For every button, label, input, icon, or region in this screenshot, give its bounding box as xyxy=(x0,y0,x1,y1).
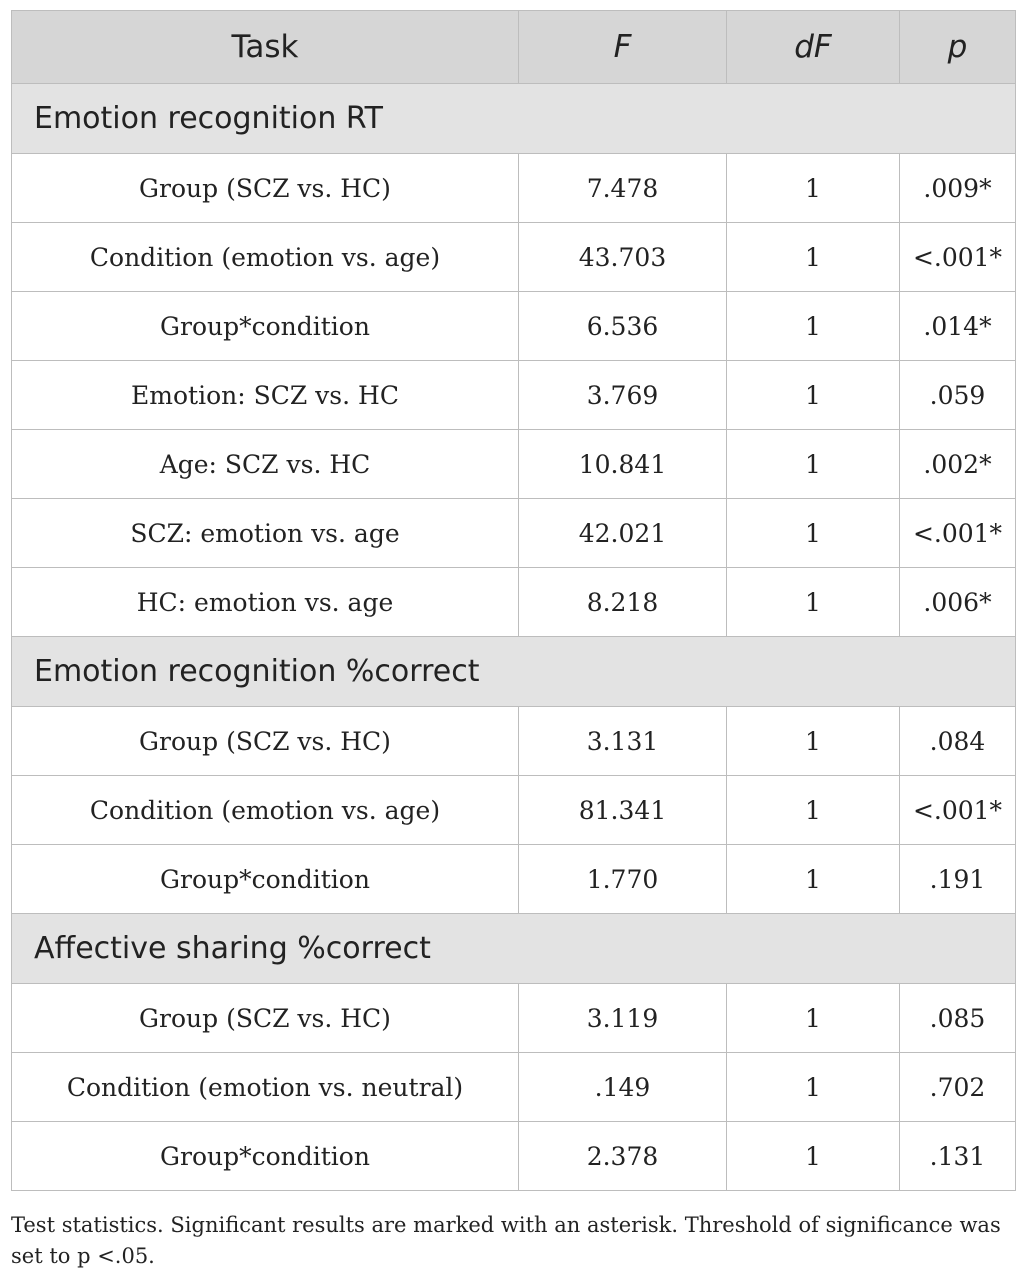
cell-f: 3.769 xyxy=(519,361,727,430)
cell-task: Group*condition xyxy=(12,845,519,914)
table-row xyxy=(12,499,1016,568)
cell-p: .006* xyxy=(900,568,1016,637)
cell-df: 1 xyxy=(727,154,900,223)
cell-f: 6.536 xyxy=(519,292,727,361)
header-f: F xyxy=(519,11,727,84)
cell-p: .131 xyxy=(900,1122,1016,1191)
cell-p: .084 xyxy=(900,707,1016,776)
table-footnote: Test statistics. Significant results are marked with an asterisk. Threshold of significance was set to p <.05. xyxy=(11,1213,1001,1268)
cell-df: 1 xyxy=(727,430,900,499)
cell-df: 1 xyxy=(727,845,900,914)
table-row xyxy=(12,361,1016,430)
cell-f: 8.218 xyxy=(519,568,727,637)
table-header-row xyxy=(12,11,1016,84)
cell-p: .085 xyxy=(900,984,1016,1053)
cell-p: <.001* xyxy=(900,776,1016,845)
header-df: dF xyxy=(727,11,900,84)
table-row xyxy=(12,984,1016,1053)
cell-f: 3.119 xyxy=(519,984,727,1053)
cell-task: Group*condition xyxy=(12,1122,519,1191)
cell-task: Condition (emotion vs. age) xyxy=(12,776,519,845)
cell-f: 2.378 xyxy=(519,1122,727,1191)
statistics-table-container xyxy=(11,10,1015,1191)
cell-f: 81.341 xyxy=(519,776,727,845)
cell-task: SCZ: emotion vs. age xyxy=(12,499,519,568)
cell-df: 1 xyxy=(727,361,900,430)
cell-df: 1 xyxy=(727,1122,900,1191)
cell-task: HC: emotion vs. age xyxy=(12,568,519,637)
cell-task: Group*condition xyxy=(12,292,519,361)
section-header-row xyxy=(12,84,1016,154)
section-title: Affective sharing %correct xyxy=(12,914,1016,984)
table-row xyxy=(12,1053,1016,1122)
cell-df: 1 xyxy=(727,1053,900,1122)
cell-f: .149 xyxy=(519,1053,727,1122)
header-p: p xyxy=(900,11,1016,84)
cell-f: 7.478 xyxy=(519,154,727,223)
cell-df: 1 xyxy=(727,292,900,361)
cell-task: Group (SCZ vs. HC) xyxy=(12,707,519,776)
table-row xyxy=(12,292,1016,361)
table-row xyxy=(12,430,1016,499)
table-row xyxy=(12,776,1016,845)
header-task: Task xyxy=(12,11,519,84)
cell-df: 1 xyxy=(727,568,900,637)
cell-p: .014* xyxy=(900,292,1016,361)
section-title: Emotion recognition %correct xyxy=(12,637,1016,707)
cell-p: .702 xyxy=(900,1053,1016,1122)
section-title: Emotion recognition RT xyxy=(12,84,1016,154)
table-row xyxy=(12,707,1016,776)
cell-df: 1 xyxy=(727,776,900,845)
table-row xyxy=(12,845,1016,914)
cell-task: Condition (emotion vs. age) xyxy=(12,223,519,292)
cell-task: Condition (emotion vs. neutral) xyxy=(12,1053,519,1122)
section-header-row xyxy=(12,637,1016,707)
cell-task: Age: SCZ vs. HC xyxy=(12,430,519,499)
cell-f: 10.841 xyxy=(519,430,727,499)
cell-p: .191 xyxy=(900,845,1016,914)
cell-task: Emotion: SCZ vs. HC xyxy=(12,361,519,430)
table-row xyxy=(12,568,1016,637)
cell-task: Group (SCZ vs. HC) xyxy=(12,984,519,1053)
cell-df: 1 xyxy=(727,499,900,568)
cell-df: 1 xyxy=(727,223,900,292)
cell-f: 43.703 xyxy=(519,223,727,292)
cell-p: .059 xyxy=(900,361,1016,430)
cell-p: .009* xyxy=(900,154,1016,223)
cell-df: 1 xyxy=(727,707,900,776)
cell-p: .002* xyxy=(900,430,1016,499)
table-row xyxy=(12,1122,1016,1191)
section-header-row xyxy=(12,914,1016,984)
cell-task: Group (SCZ vs. HC) xyxy=(12,154,519,223)
table-row xyxy=(12,223,1016,292)
statistics-table xyxy=(11,10,1016,1191)
cell-df: 1 xyxy=(727,984,900,1053)
table-row xyxy=(12,154,1016,223)
cell-f: 42.021 xyxy=(519,499,727,568)
cell-f: 1.770 xyxy=(519,845,727,914)
cell-p: <.001* xyxy=(900,499,1016,568)
cell-f: 3.131 xyxy=(519,707,727,776)
cell-p: <.001* xyxy=(900,223,1016,292)
